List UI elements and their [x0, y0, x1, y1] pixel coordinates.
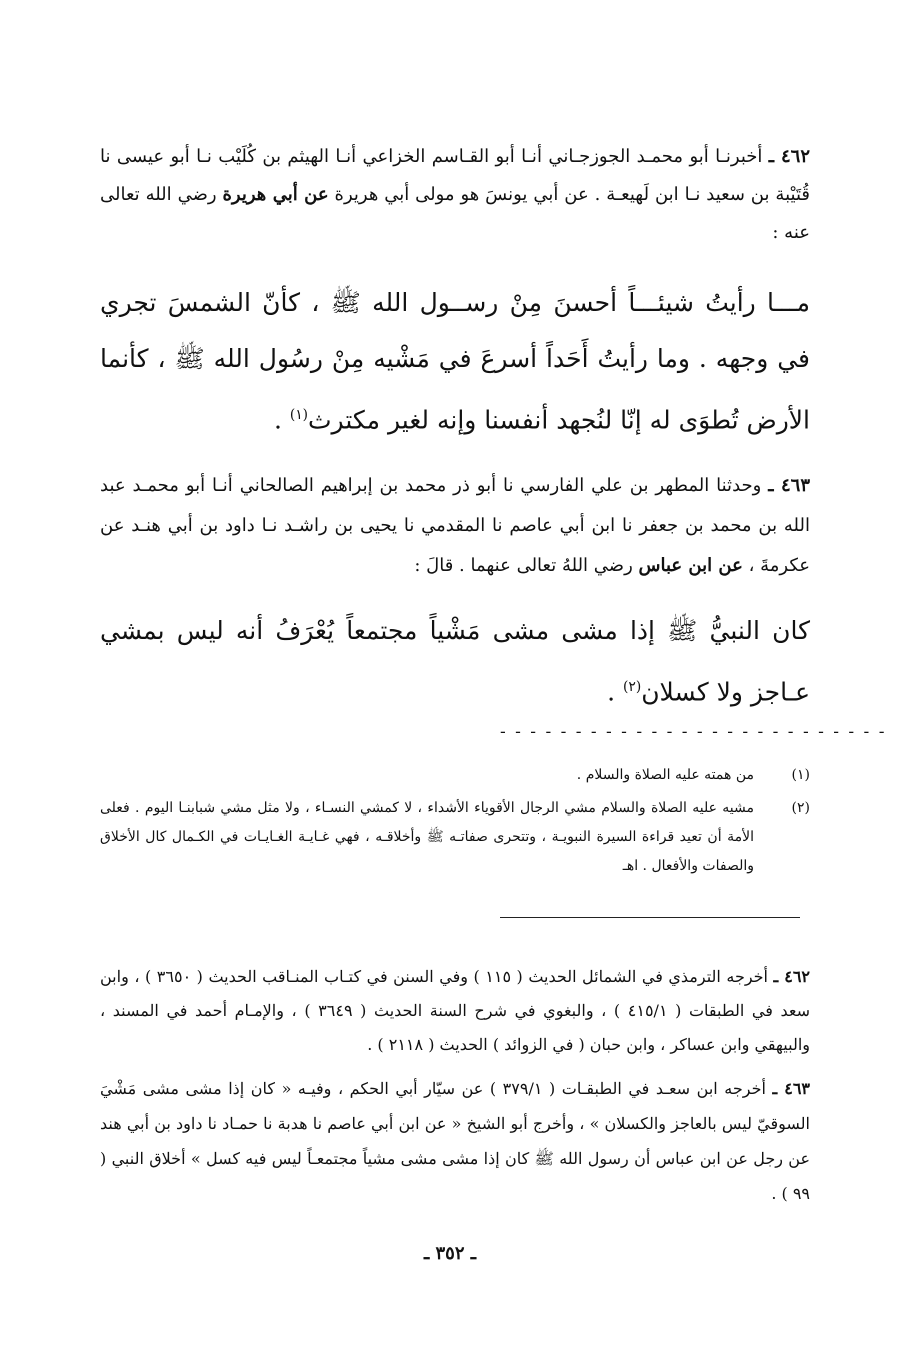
footnote-number: (٢) [791, 800, 810, 816]
matn-text: كان النبيُّ ﷺ إذا مشى مشى مَشْياً مجتمعاً يُعْرَفُ أنه ليس بمشي عـاجز ولا كسلان [100, 616, 810, 707]
hadith-number: ٤٦٢ ـ [768, 146, 810, 167]
takhrij-number: ٤٦٢ ـ [773, 967, 811, 986]
takhrij-463 [100, 1071, 810, 1211]
footnote [100, 761, 810, 790]
takhrij-text: أخرجه ابن سعـد في الطبقـات ( ٣٧٩/١ ) عن سيّار أبي الحكم ، وفيـه « كان إذا مشى مشى مَشْيَ السوقيّ ليس بالعاجز والكسلان » ، وأخرج أبو الشيخ « عن ابن أبي عاصم نا هدبة نا حمـاد نا داود بن أبي هند عن رجل عن ابن عباس أن رسول الله ﷺ كان إذا مشى مشى مشياً مجتمعـاً ليس فيه كسل » أخلاق النبي ( ٩٩ ) . [100, 1079, 810, 1203]
isnad-text-end: رضي الله تعالى عنه : [100, 184, 810, 243]
hadith-number: ٤٦٣ ـ [768, 475, 810, 496]
narrator-name: عن أبي هريرة [222, 184, 329, 205]
hadith-462-isnad [100, 138, 810, 252]
footnote-text: من همته عليه الصلاة والسلام . [576, 767, 754, 783]
takhrij-number: ٤٦٣ ـ [772, 1079, 810, 1098]
footnote-separator: - - - - - - - - - - - - - - - - - - - - - - - - - - [500, 722, 887, 742]
hadith-462-matn [100, 275, 810, 448]
hadith-463-isnad [100, 466, 810, 586]
takhrij-462 [100, 960, 810, 1062]
page-number: ـ ٣٥٢ ـ [423, 1243, 477, 1264]
takhrij-text: أخرجه الترمذي في الشمائل الحديث ( ١١٥ ) وفي السنن في كتـاب المنـاقب الحديث ( ٣٦٥٠ ) ، وابن سعد في الطبقات ( ٤١٥/١ ) ، والبغوي في شرح السنة الحديث ( ٣٦٤٩ ) ، والإمـام أحمد في المسند ، والبيهقي وابن عساكر ، وابن حبان ( في الزوائد ) الحديث ( ٢١١٨ ) . [100, 967, 810, 1054]
matn-text: مـــا رأيتُ شيئـــاً أحسنَ مِنْ رســول الله ﷺ ، كأنّ الشمسَ تجري في وجهه . وما رأيتُ أَحَداً أسرعَ في مَشْيه مِنْ رسُول الله ﷺ ، كأنما الأرض تُطوَى له إنّا لنُجهد أنفسنا وإنه لغير مكترث [100, 288, 810, 435]
footnote-marker: (٢) [623, 679, 642, 695]
narrator-name: عن ابن عباس [638, 555, 743, 576]
matn-end: . [273, 405, 290, 435]
hadith-463-matn [100, 603, 810, 720]
isnad-text-end: رضي اللهُ تعالى عنهما . قالَ : [414, 555, 633, 576]
footnote [100, 794, 810, 881]
footnote-marker: (١) [289, 407, 308, 423]
footnote-number: (١) [791, 767, 810, 783]
footnote-text: مشيه عليه الصلاة والسلام مشي الرجال الأقوياء الأشداء ، لا كمشي النسـاء ، ولا مثل مشي شبابنـا اليوم . فعلى الأمة أن تعيد قراءة السيرة النبويـة ، وتتحرى صفاتـه ﷺ وأخلاقـه ، فهي غـايـة الغـايـات في الكـمال كال الأخلاق والصفات والأفعال . اهـ [100, 800, 754, 874]
isnad-text: وحدثنا المطهر بن علي الفارسي نا أبو ذر محمد بن إبراهيم الصالحاني أنـا أبو محمـد عبد الله بن محمد بن جعفر نا ابن أبي عاصم نا المقدمي نا يحيى بن راشـد نـا داود بن أبي هنـد عن عكرمةَ ، [100, 475, 810, 576]
takhrij-divider [500, 917, 800, 918]
matn-end: . [607, 677, 624, 707]
isnad-text: أخبرنـا أبو محمـد الجوزجـاني أنـا أبو القـاسم الخزاعي أنـا الهيثم بن كُلَيْب نـا أبو عيسى نا قُتَيْبة بن سعيد نـا ابن لَهيعـة . عن أبي يونسَ هو مولى أبي هريرة [100, 146, 810, 205]
